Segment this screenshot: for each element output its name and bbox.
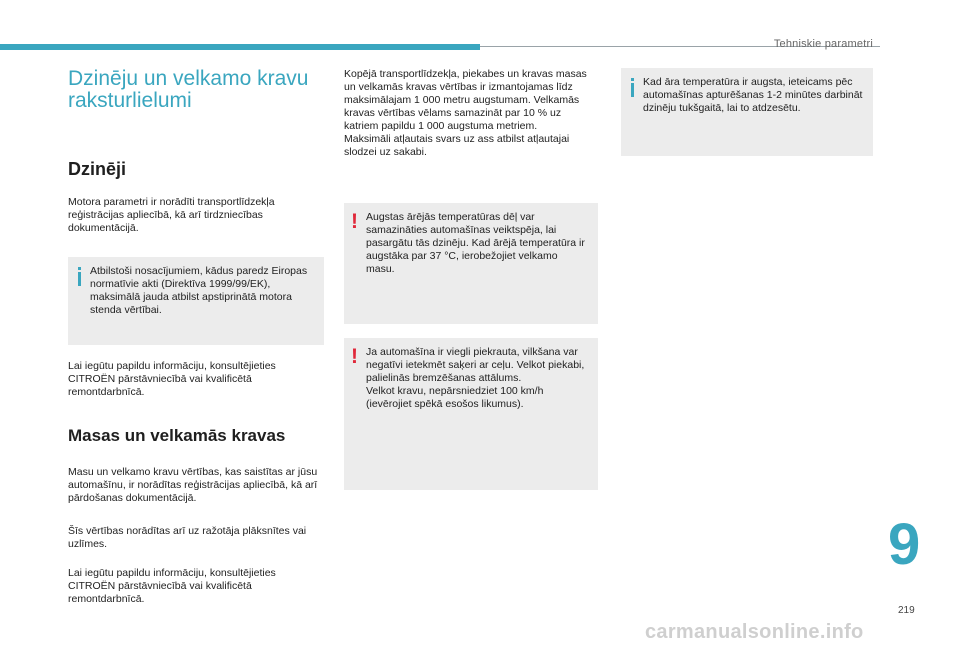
right-column (621, 68, 873, 156)
towing-warning-text-1: Ja automašīna ir viegli piekrauta, vilkšana var negatīvi ietekmēt saķeri ar ceļu. Velkot piekabi, palielinās bremzēšanas attālums. (366, 346, 585, 384)
temperature-warning-box (344, 203, 598, 324)
page-number: 219 (898, 605, 915, 616)
warning-icon: ! (351, 210, 358, 233)
engines-info-text: Atbilstoši nosacījumiem, kādus paredz Eiropas normatīvie akti (Direktīva 1999/99/EK), maksimālā jauda atbilst apstiprinātā motora stenda vērtībai. (90, 265, 308, 316)
masses-heading: Masas un velkamās kravas (68, 426, 286, 445)
engines-heading: Dzinēji (68, 159, 127, 179)
towing-warning-box (344, 338, 598, 490)
info-icon (77, 267, 83, 287)
chapter-number: 9 (888, 512, 921, 577)
section-title: Tehniskie parametri (773, 38, 873, 50)
masses-text-2: Šīs vērtības norādītas arī uz ražotāja plāksnītes vai uzlīmes. (68, 525, 307, 550)
info-icon (630, 78, 636, 98)
cooling-info-box (621, 68, 873, 156)
cooling-info-text: Kad āra temperatūra ir augsta, ieteicams pēc automašīnas apturēšanas 1-2 minūtes darbināt dzinēju tukšgaitā, lai to atdzesētu. (643, 76, 863, 114)
page-title: Dzinēju un velkamo kravu raksturlielumi (68, 67, 309, 112)
header-accent-bar (0, 44, 480, 50)
left-column (68, 68, 324, 606)
towing-warning-text-2: Velkot kravu, nepārsniedziet 100 km/h (ievērojiet spēkā esošos likumus). (366, 385, 544, 410)
warning-icon: ! (351, 345, 358, 368)
engines-text: Motora parametri ir norādīti transportlīdzekļa reģistrācijas apliecībā, kā arī tirdzniecības dokumentācijā. (68, 196, 275, 234)
middle-column (344, 68, 598, 490)
watermark: carmanualsonline.info (645, 621, 864, 643)
engines-info-box (68, 257, 324, 345)
temperature-warning-text: Augstas ārējās temperatūras dēļ var samazināties automašīnas veiktspēja, lai pasargātu tās dzinēju. Kad ārējā temperatūra ir augstāka par 37 °C, ierobežojiet velkamo masu. (366, 211, 585, 275)
masses-text-1: Masu un velkamo kravu vērtības, kas saistītas ar jūsu automašīnu, ir norādītas reģistrācijas apliecībā, kā arī pārdošanas dokumentācijā. (68, 466, 318, 504)
axle-load-text: Maksimāli atļautais svars uz ass atbilst atļautajai slodzei uz sakabi. (344, 133, 570, 158)
towing-altitude-text: Kopējā transportlīdzekļa, piekabes un kravas masas un velkamās kravas vērtības ir izmantojamas līdz maksimālajam 1 000 metru augstumam. Velkamās kravas vērtības vēlams samazināt par 10 % uz katriem papildu 1 000 augstuma metriem. (344, 68, 587, 132)
masses-more-info: Lai iegūtu papildu informāciju, konsultējieties CITROËN pārstāvniecībā vai kvalificētā remontdarbnīcā. (68, 567, 276, 605)
engines-more-info: Lai iegūtu papildu informāciju, konsultējieties CITROËN pārstāvniecībā vai kvalificētā remontdarbnīcā. (68, 360, 276, 398)
